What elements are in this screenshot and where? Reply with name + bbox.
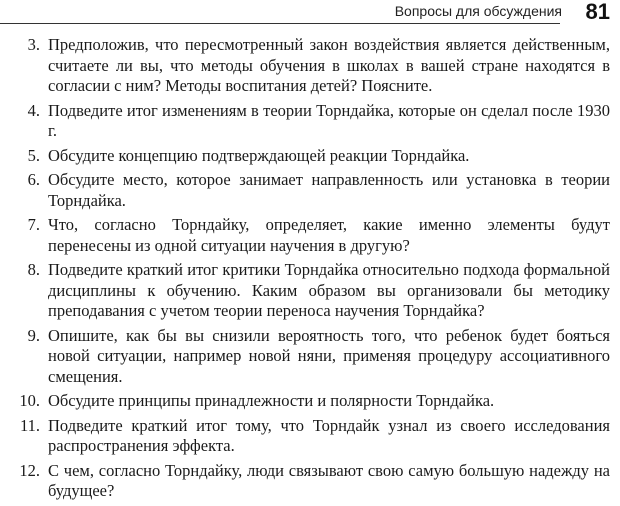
question-text: Обсудите место, которое занимает направленность или установка в теории Торндайка. bbox=[48, 170, 610, 210]
header-divider bbox=[0, 23, 560, 24]
question-text: С чем, согласно Торндайку, люди связывают свою самую большую надежду на будущее? bbox=[48, 460, 610, 500]
question-text: Обсудите принципы принадлежности и полярности Торндайка. bbox=[48, 391, 495, 410]
question-text: Обсудите концепцию подтверждающей реакции Торндайка. bbox=[48, 145, 470, 165]
question-text: Что, согласно Торндайку, определяет, какие именно элементы будут перенесены из одной ситуации научения в другую? bbox=[48, 215, 610, 255]
question-item bbox=[0, 146, 620, 167]
question-item bbox=[0, 326, 620, 388]
question-number: 9. bbox=[27, 325, 40, 345]
question-item bbox=[0, 170, 620, 211]
running-header bbox=[0, 0, 620, 26]
question-number: 3. bbox=[27, 35, 40, 54]
question-text: Подведите итог изменениям в теории Торндайка, которые он сделал после 1930 г. bbox=[48, 100, 610, 140]
question-number: 11. bbox=[19, 415, 40, 435]
question-item bbox=[0, 101, 620, 142]
question-item bbox=[0, 416, 620, 457]
question-number: 6. bbox=[27, 170, 40, 189]
question-item bbox=[0, 260, 620, 322]
discussion-questions-list bbox=[0, 35, 620, 506]
running-header-title: Вопросы для обсуждения bbox=[394, 3, 562, 19]
question-number: 4. bbox=[27, 100, 40, 120]
page-number: 81 bbox=[585, 0, 610, 24]
question-text: Предположив, что пересмотренный закон воздействия является действенным, считаете ли вы, что методы обучения в школах в вашей стране находятся в согласии с ним? Методы воспитания детей? Поясните. bbox=[48, 35, 610, 95]
question-number: 12. bbox=[19, 460, 40, 480]
question-item bbox=[0, 35, 620, 97]
question-item bbox=[0, 215, 620, 256]
question-number: 10. bbox=[19, 391, 40, 410]
question-number: 7. bbox=[27, 215, 40, 234]
question-item bbox=[0, 391, 620, 412]
question-item bbox=[0, 461, 620, 502]
question-number: 8. bbox=[27, 260, 40, 279]
question-text: Опишите, как бы вы снизили вероятность того, что ребенок будет бояться новой ситуации, например новой няни, применяя процедуру ассоциативного смещения. bbox=[48, 325, 610, 386]
question-number: 5. bbox=[27, 145, 40, 165]
question-text: Подведите краткий итог критики Торндайка относительно подхода формальной дисциплины к обучению. Каким образом вы организовали бы методику преподавания с учетом теории переноса научения Торндайка? bbox=[48, 260, 610, 320]
question-text: Подведите краткий итог тому, что Торндайк узнал из своего исследования распространения эффекта. bbox=[48, 415, 610, 455]
